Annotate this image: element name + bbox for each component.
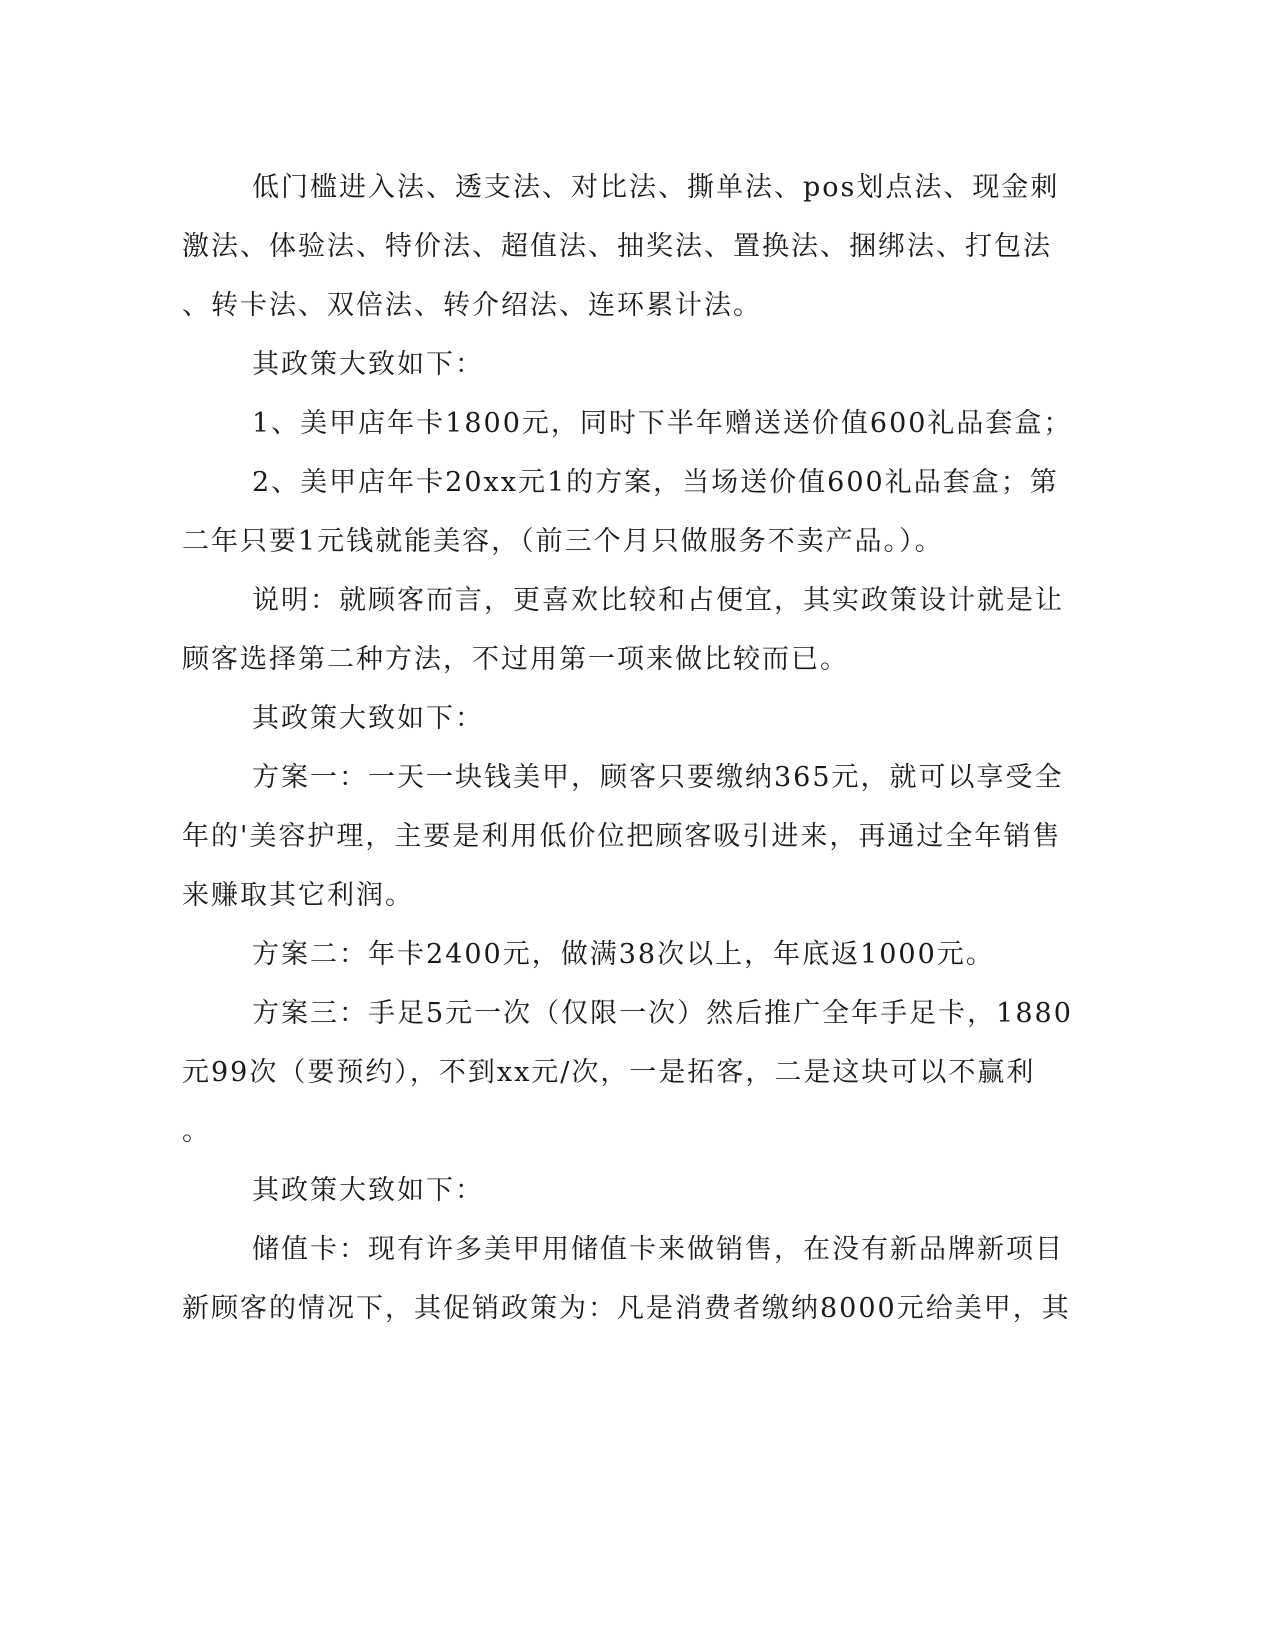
text-line: 新顾客的情况下，其促销政策为：凡是消费者缴纳8000元给美甲，其 [182,1293,1071,1324]
text-line: 1、美甲店年卡1800元，同时下半年赠送送价值600礼品套盒； [252,408,1073,439]
text-line: 2、美甲店年卡20xx元1的方案，当场送价值600礼品套盒；第 [252,467,1059,498]
text-line: 储值卡：现有许多美甲用储值卡来做销售，在没有新品牌新项目 [252,1234,1064,1265]
text-line: 年的'美容护理，主要是利用低价位把顾客吸引进来，再通过全年销售 [182,821,1062,852]
text-line: 方案三：手足5元一次（仅限一次）然后推广全年手足卡，1880 [252,998,1073,1029]
text-line: 方案二：年卡2400元，做满38次以上，年底返1000元。 [252,939,995,970]
text-line: 元99次（要预约），不到xx元/次，一是拓客，二是这块可以不赢利 [182,1057,1036,1088]
text-line: 其政策大致如下： [252,703,484,734]
document-body [182,158,1073,1338]
text-line: 说明：就顾客而言，更喜欢比较和占便宜，其实政策设计就是让 [252,585,1064,616]
text-line: 顾客选择第二种方法，不过用第一项来做比较而已。 [182,644,849,675]
text-line: 激法、体验法、特价法、超值法、抽奖法、置换法、捆绑法、打包法 [182,231,1052,262]
text-line: 二年只要1元钱就能美容，（前三个月只做服务不卖产品。）。 [182,526,944,557]
text-line: 方案一：一天一块钱美甲，顾客只要缴纳365元，就可以享受全 [252,762,1064,793]
text-line: 来赚取其它利润。 [182,880,414,911]
text-line: 其政策大致如下： [252,1175,484,1206]
text-line: 。 [182,1116,211,1147]
text-line: 低门槛进入法、透支法、对比法、撕单法、pos划点法、现金刺 [252,172,1060,203]
text-line: 其政策大致如下： [252,349,484,380]
text-line: 、转卡法、双倍法、转介绍法、连环累计法。 [182,290,762,321]
